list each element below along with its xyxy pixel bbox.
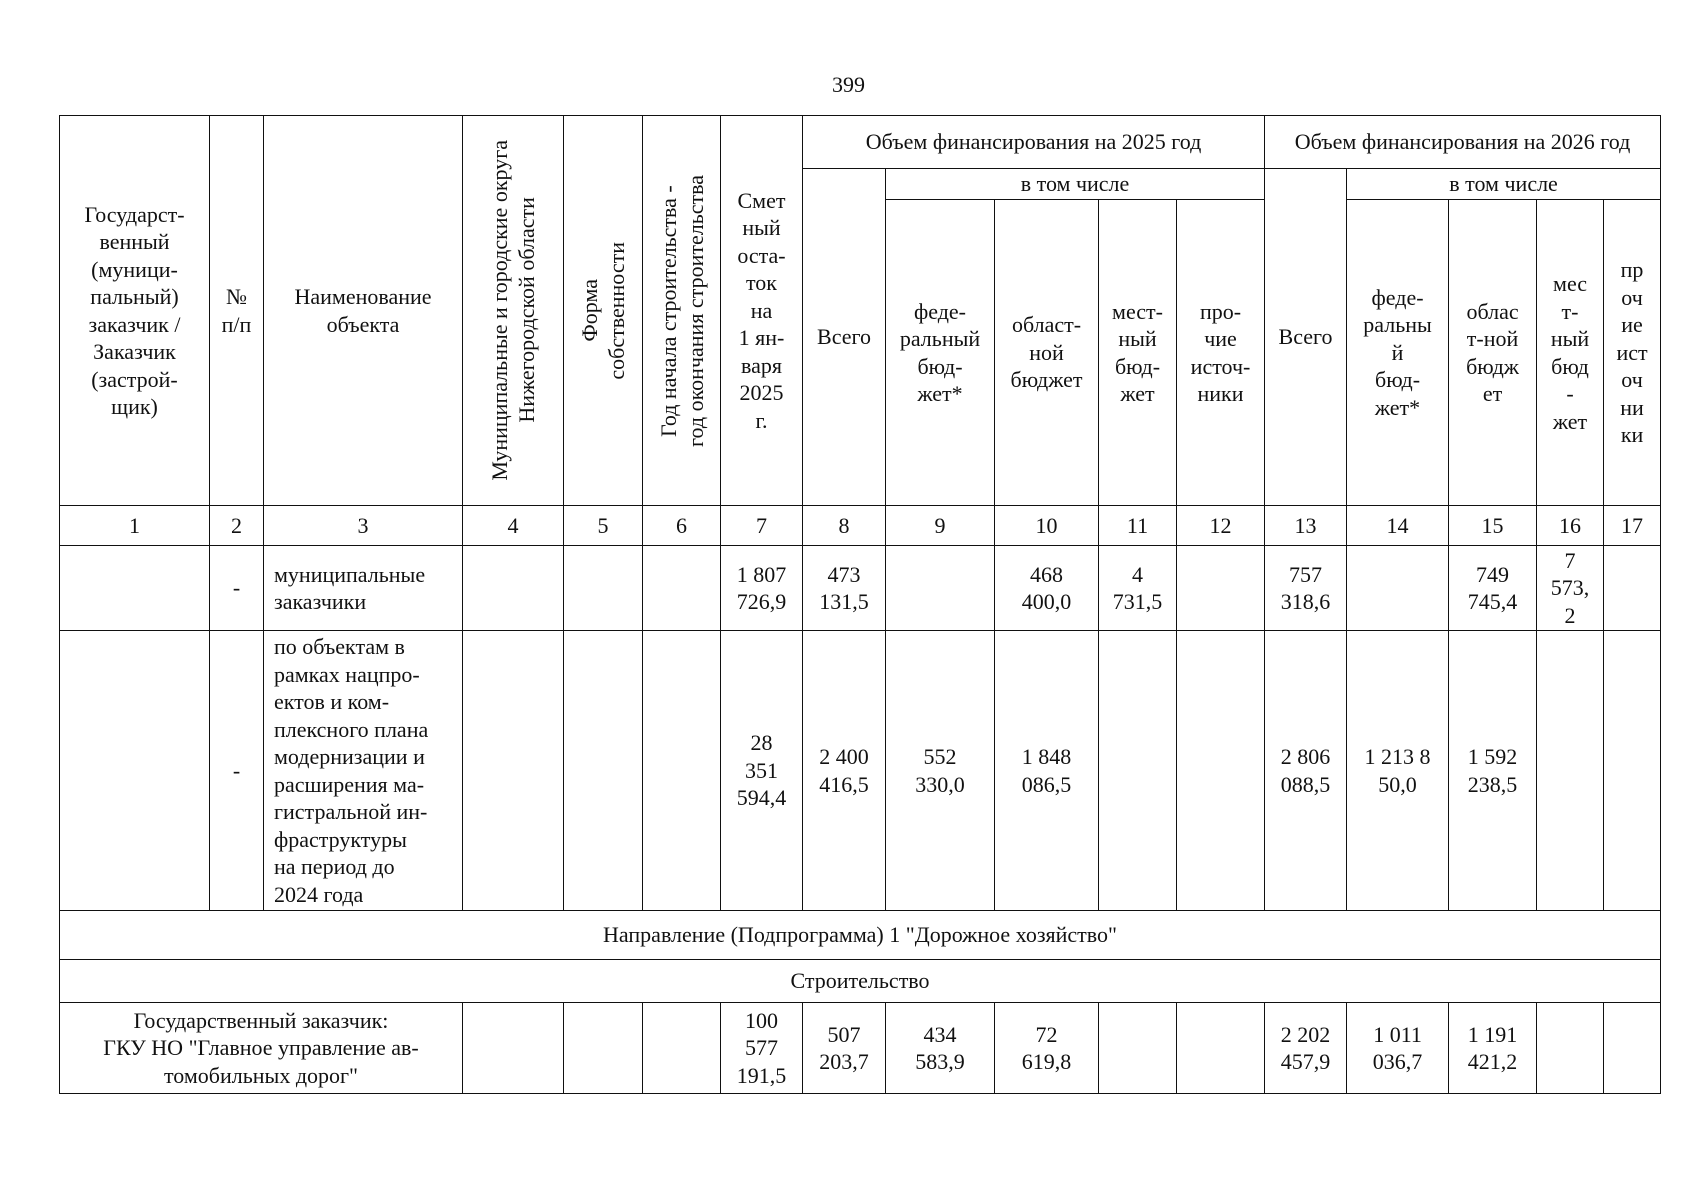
header-total-2026: Всего	[1265, 169, 1347, 506]
table-cell	[564, 546, 643, 631]
table-cell	[463, 1003, 564, 1094]
gku-customer-cell: Государственный заказчик: ГКУ НО "Главное управление ав- томобильных дорог"	[60, 1003, 463, 1094]
table-cell	[1177, 631, 1265, 911]
table-cell: 757 318,6	[1265, 546, 1347, 631]
table-cell: 4 731,5	[1099, 546, 1177, 631]
table-cell	[1604, 631, 1661, 911]
table-row-national-projects	[60, 631, 1661, 911]
table-cell: 434 583,9	[886, 1003, 995, 1094]
header-object-name: Наименование объекта	[264, 116, 463, 506]
table-cell	[643, 631, 721, 911]
header-local-2026: мес т- ный бюд - жет	[1537, 200, 1604, 506]
table-cell: 72 619,8	[995, 1003, 1099, 1094]
table-cell	[1177, 546, 1265, 631]
table-cell	[643, 546, 721, 631]
table-cell: 100 577 191,5	[721, 1003, 803, 1094]
column-number: 2	[210, 506, 264, 546]
table-cell: 2 400 416,5	[803, 631, 886, 911]
column-number: 10	[995, 506, 1099, 546]
table-cell: -	[210, 546, 264, 631]
header-regional-2026: облас т-ной бюдж ет	[1449, 200, 1537, 506]
table-cell	[1099, 1003, 1177, 1094]
header-construction-years-text: Год начала строительства - год окончания строительства	[655, 174, 708, 447]
column-number: 3	[264, 506, 463, 546]
column-number: 1	[60, 506, 210, 546]
construction-heading: Строительство	[60, 960, 1661, 1003]
table-cell: 749 745,4	[1449, 546, 1537, 631]
table-cell	[60, 546, 210, 631]
table-cell: -	[210, 631, 264, 911]
table-row-gku	[60, 1003, 1661, 1094]
table-cell	[1177, 1003, 1265, 1094]
table-cell: 2 806 088,5	[1265, 631, 1347, 911]
column-number: 11	[1099, 506, 1177, 546]
header-ownership-text: Форма собственности	[577, 241, 629, 380]
header-estimated-balance: Смет ный оста- ток на 1 ян- варя 2025 г.	[721, 116, 803, 506]
direction-heading: Направление (Подпрограмма) 1 "Дорожное хозяйство"	[60, 911, 1661, 960]
table-cell: 552 330,0	[886, 631, 995, 911]
column-number: 6	[643, 506, 721, 546]
column-number: 14	[1347, 506, 1449, 546]
column-number: 7	[721, 506, 803, 546]
header-other-2026: пр оч ие ист оч ни ки	[1604, 200, 1661, 506]
column-number: 12	[1177, 506, 1265, 546]
column-number: 9	[886, 506, 995, 546]
column-number: 4	[463, 506, 564, 546]
header-municipality-text: Муниципальные и городские округа Нижегородской области	[487, 140, 539, 481]
table-cell: 28 351 594,4	[721, 631, 803, 911]
header-number: № п/п	[210, 116, 264, 506]
table-cell	[1604, 1003, 1661, 1094]
table-cell: 468 400,0	[995, 546, 1099, 631]
table-cell-object-name: по объектам в рамках нацпро- ектов и ком- плексного плана модернизации и расширения ма- гистральной ин- фраструктуры на период до 2024 года	[264, 631, 463, 911]
table-cell	[463, 631, 564, 911]
header-total-2025: Всего	[803, 169, 886, 506]
header-local-2025: мест- ный бюд- жет	[1099, 200, 1177, 506]
table-cell	[463, 546, 564, 631]
table-cell: 1 011 036,7	[1347, 1003, 1449, 1094]
table-row-municipal	[60, 546, 1661, 631]
table-cell	[1347, 546, 1449, 631]
table-cell	[1537, 631, 1604, 911]
table-cell	[60, 631, 210, 911]
table-cell	[1537, 1003, 1604, 1094]
table-cell	[1604, 546, 1661, 631]
header-including-2025: в том числе	[886, 169, 1265, 200]
header-federal-2026: феде- ральны й бюд- жет*	[1347, 200, 1449, 506]
table-cell: 473 131,5	[803, 546, 886, 631]
page-number: 399	[832, 72, 865, 97]
column-number: 16	[1537, 506, 1604, 546]
table-cell-object-name: муниципальные заказчики	[264, 546, 463, 631]
table-cell: 1 848 086,5	[995, 631, 1099, 911]
table-cell: 2 202 457,9	[1265, 1003, 1347, 1094]
column-number: 17	[1604, 506, 1661, 546]
table-cell: 1 807 726,9	[721, 546, 803, 631]
table-cell	[1099, 631, 1177, 911]
table-cell: 507 203,7	[803, 1003, 886, 1094]
table-row-construction	[60, 960, 1661, 1003]
header-other-2025: про- чие источ- ники	[1177, 200, 1265, 506]
header-federal-2025: феде- ральный бюд- жет*	[886, 200, 995, 506]
header-municipality	[463, 116, 564, 506]
table-cell	[886, 546, 995, 631]
column-numbers-row	[60, 506, 1661, 546]
header-ownership	[564, 116, 643, 506]
header-row-1	[60, 116, 1661, 169]
column-number: 8	[803, 506, 886, 546]
column-number: 13	[1265, 506, 1347, 546]
table-cell	[564, 1003, 643, 1094]
header-regional-2025: област- ной бюджет	[995, 200, 1099, 506]
header-funding-2025: Объем финансирования на 2025 год	[803, 116, 1265, 169]
table-cell: 1 213 8 50,0	[1347, 631, 1449, 911]
header-construction-years	[643, 116, 721, 506]
column-number: 15	[1449, 506, 1537, 546]
header-funding-2026: Объем финансирования на 2026 год	[1265, 116, 1661, 169]
table-cell: 7 573, 2	[1537, 546, 1604, 631]
table-cell: 1 592 238,5	[1449, 631, 1537, 911]
header-customer: Государст- венный (муници- пальный) заказчик / Заказчик (застрой- щик)	[60, 116, 210, 506]
header-including-2026: в том числе	[1347, 169, 1661, 200]
table-cell	[564, 631, 643, 911]
table-cell: 1 191 421,2	[1449, 1003, 1537, 1094]
table-cell	[643, 1003, 721, 1094]
financing-table	[59, 115, 1661, 1094]
column-number: 5	[564, 506, 643, 546]
table-row-direction	[60, 911, 1661, 960]
